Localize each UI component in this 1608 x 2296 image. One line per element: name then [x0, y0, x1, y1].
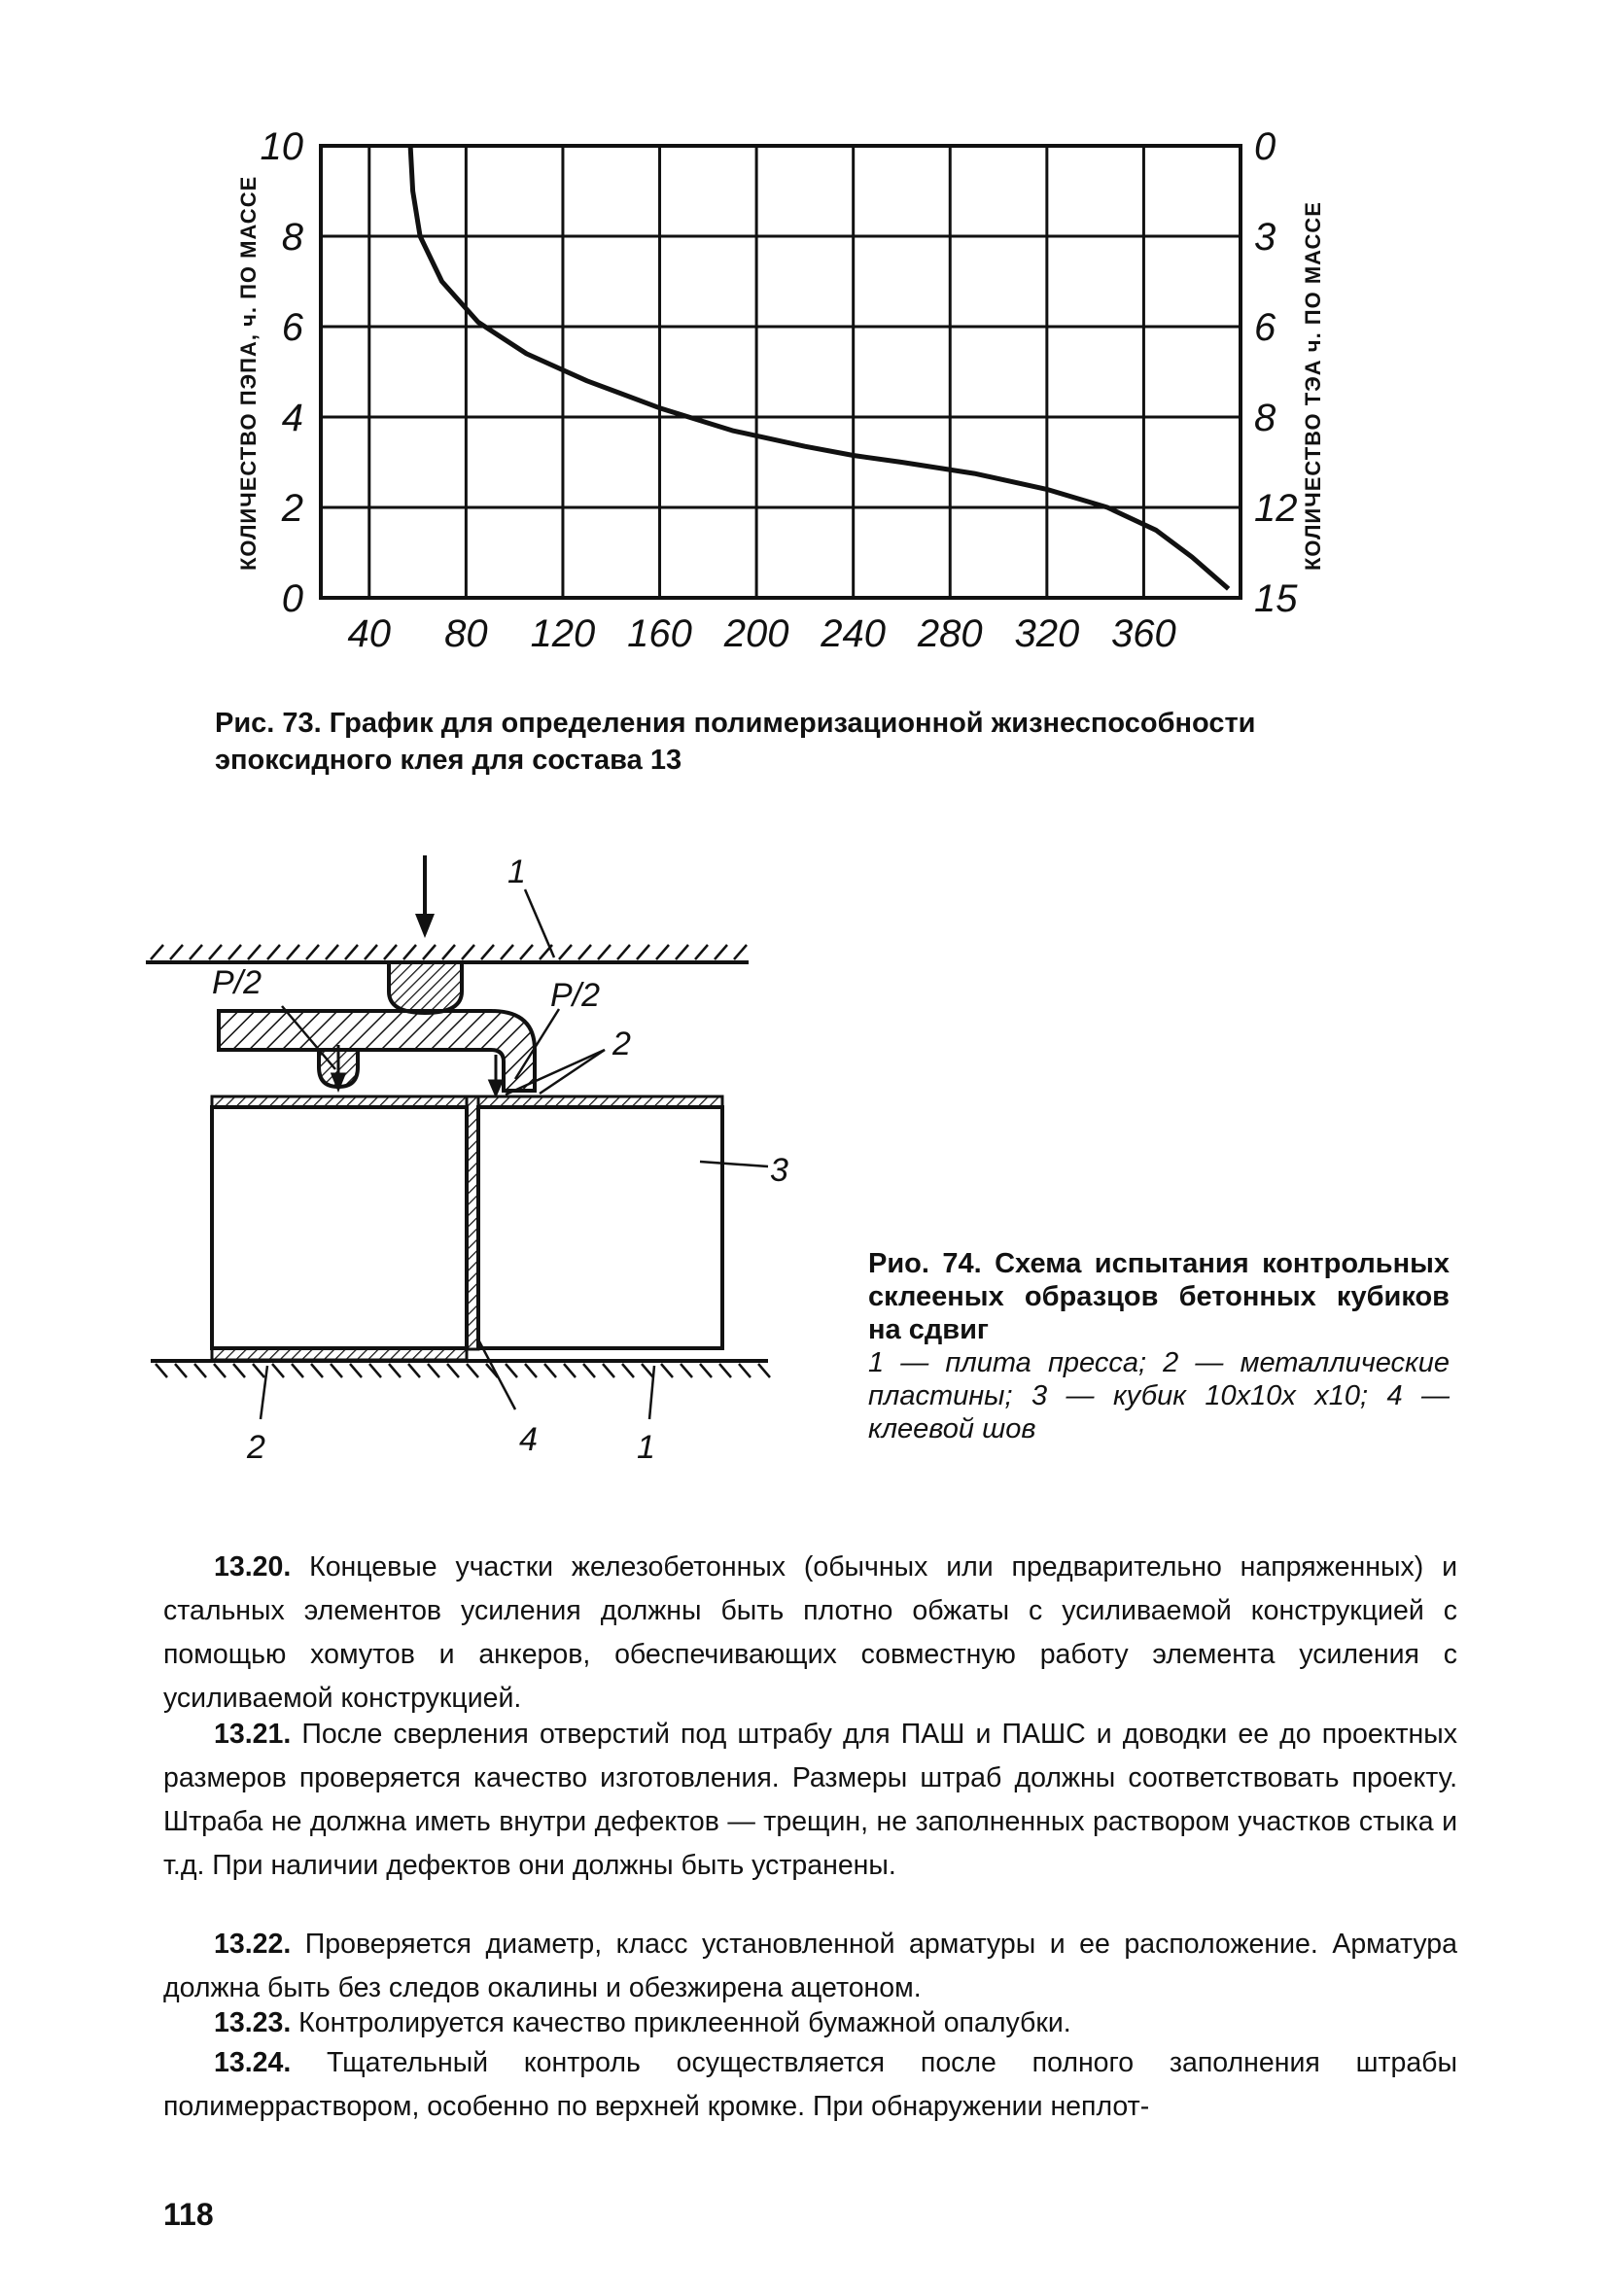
page-number: 118: [163, 2197, 214, 2232]
label-bottom-plate: 2: [247, 1429, 265, 1466]
y-axis-right-title: КОЛИЧЕСТВО ТЭА ч. ПО МАССЕ: [1301, 201, 1325, 571]
x-tick-label: 80: [444, 612, 488, 655]
paragraph-text: Проверяется диаметр, класс установленной арматуры и ее расположение. Арматура должна быть без следов окалины и обезжирена ацетоном.: [163, 1929, 1458, 2003]
label-load-right: P/2: [550, 977, 601, 1014]
paragraph-text: После сверления отверстий под штрабу для ПАШ и ПАШС и доводки ее до проектных размеров проверяется качество изготовления. Размеры штраб должны соответствовать проекту. Штраба не должна иметь внутри дефектов — трещин, не заполненных раствором участков стыка и т.д. При наличии дефектов они должны быть устранены.: [163, 1719, 1458, 1881]
x-tick-label: 320: [1014, 612, 1080, 655]
paragraph-13-21: [163, 1713, 1457, 1888]
x-tick-label: 160: [627, 612, 692, 655]
x-tick-label: 280: [917, 612, 983, 655]
x-tick-label: 40: [347, 612, 392, 655]
paragraph-number: 13.22.: [214, 1929, 292, 1960]
figure-73-chart: [0, 0, 1608, 671]
plot-frame: [321, 146, 1241, 598]
paragraph-13-20: [163, 1546, 1457, 1721]
metal-plate-bottom: [212, 1348, 467, 1360]
paragraph-number: 13.24.: [214, 2047, 292, 2078]
chart-frame: [321, 146, 1241, 598]
paragraph-13-24: [163, 2041, 1457, 2129]
figure-74-diagram: [0, 836, 856, 1487]
label-press-plate-bottom: 1: [637, 1429, 655, 1466]
y-tick-label-left: 8: [281, 216, 303, 259]
paragraph-number: 13.23.: [214, 2007, 292, 2038]
y-tick-label-right: 3: [1254, 216, 1276, 259]
y-tick-label-left: 0: [281, 577, 303, 620]
y-tick-label-right: 12: [1254, 487, 1298, 530]
label-cube: 3: [770, 1152, 788, 1189]
y-tick-label-left: 4: [281, 397, 303, 439]
label-metal-plates: 2: [612, 1026, 631, 1062]
paragraph-text: Тщательный контроль осуществляется после полного заполнения штрабы полимерраствором, особенно по верхней кромке. При обнаружении неплот-: [163, 2047, 1457, 2122]
cube-left: [212, 1107, 467, 1348]
chart-curve-group: [410, 146, 1229, 589]
y-tick-label-right: 8: [1254, 397, 1276, 439]
load-arrow: [415, 855, 435, 938]
y-tick-label-right: 0: [1254, 125, 1276, 168]
y-tick-label-right: 6: [1254, 306, 1276, 349]
x-tick-label: 360: [1111, 612, 1176, 655]
label-glue-seam: 4: [519, 1421, 538, 1458]
x-tick-label: 240: [821, 612, 887, 655]
figure-73-caption: Рис. 73. График для определения полимеризационной жизнеспособности эпоксидного клея для состава 13: [215, 708, 1256, 776]
paragraph-13-22: [163, 1923, 1457, 2010]
press-plate-bottom: [151, 1361, 770, 1377]
top-roller: [389, 962, 462, 1013]
y-tick-label-left: 10: [260, 125, 303, 168]
x-tick-label: 200: [723, 612, 789, 655]
paragraph-number: 13.21.: [214, 1719, 292, 1750]
y-tick-label-left: 6: [281, 306, 303, 349]
figure-74-caption-title: Рио. 74. Схема испытания контрольных склееных образцов бетонных кубиков на сдвиг: [868, 1248, 1450, 1345]
loading-beam: [219, 1011, 535, 1091]
label-press-plate-top: 1: [507, 853, 526, 890]
label-load-left: P/2: [212, 964, 262, 1001]
glue-seam: [467, 1096, 478, 1349]
paragraph-number: 13.20.: [214, 1551, 292, 1583]
series-line: [410, 146, 1229, 589]
paragraph-13-23: [163, 2001, 1457, 2045]
chart-grid: [321, 146, 1241, 598]
paragraph-text: Контролируется качество приклеенной бумажной опалубки.: [298, 2007, 1071, 2038]
figure-74-caption: [868, 1247, 1450, 1445]
y-axis-left-title: КОЛИЧЕСТВО ПЭПА, ч. ПО МАССЕ: [236, 175, 261, 571]
cube-right: [478, 1107, 722, 1348]
x-tick-label: 120: [530, 612, 596, 655]
y-tick-label-right: 15: [1254, 577, 1298, 620]
press-plate-top: [146, 945, 749, 962]
leader-lines: [261, 889, 768, 1419]
figure-74-caption-legend: 1 — плита пресса; 2 — металлические пластины; 3 — кубик 10х10х х10; 4 — клеевой шов: [868, 1347, 1450, 1444]
paragraph-text: Концевые участки железобетонных (обычных или предварительно напряженных) и стальных элементов усиления должны быть плотно обжаты с усиливаемой конструкцией с помощью хомутов и анкеров, обеспечивающих совместную работу элемента усиления с усиливаемой конструкцией.: [163, 1551, 1457, 1714]
y-tick-label-left: 2: [281, 487, 303, 530]
